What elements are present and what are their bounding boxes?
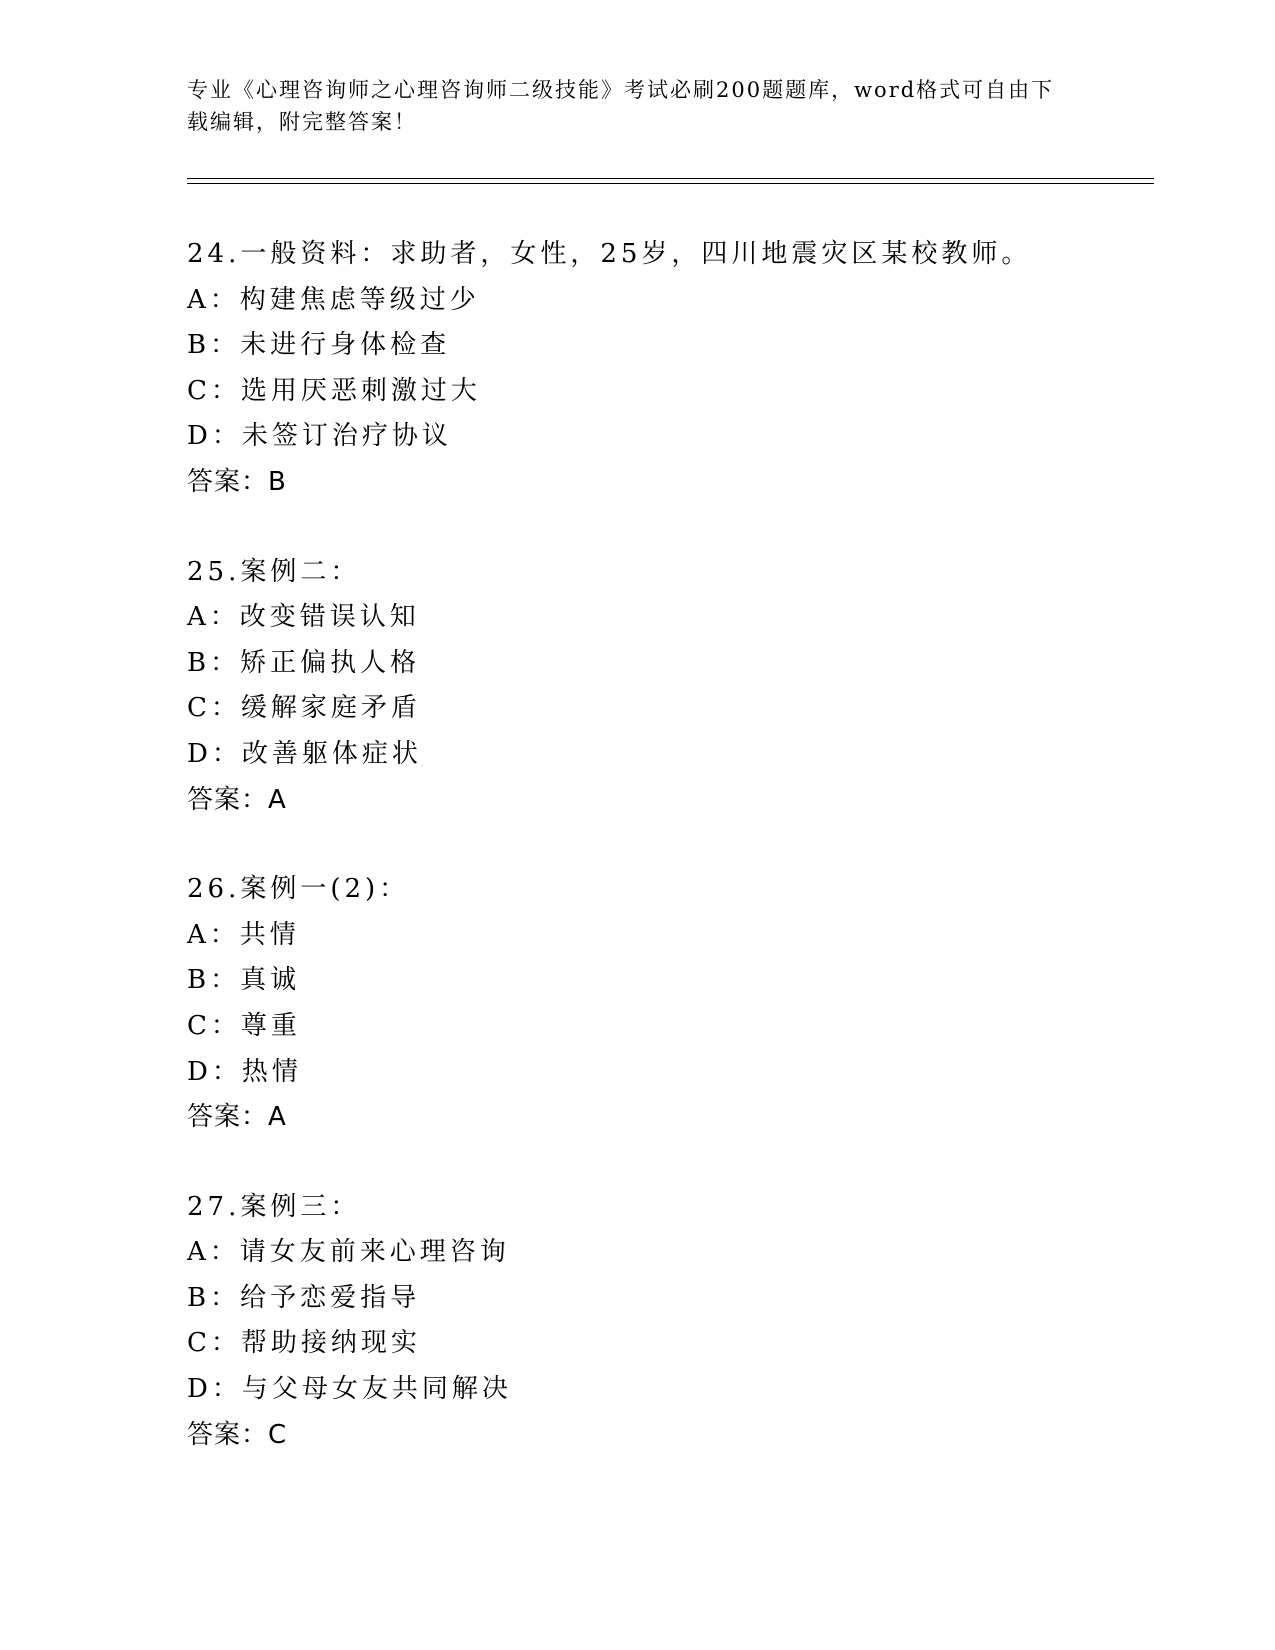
question-stem: 25.案例二： bbox=[187, 556, 361, 587]
option-b: B：真诚 bbox=[187, 965, 301, 996]
option-d: D：改善躯体症状 bbox=[187, 738, 422, 769]
option-d: D：与父母女友共同解决 bbox=[187, 1374, 512, 1405]
question-stem: 24.一般资料：求助者，女性，25岁，四川地震灾区某校教师。 bbox=[187, 239, 1032, 269]
option-c: C：帮助接纳现实 bbox=[187, 1328, 421, 1359]
option-a: A：改变错误认知 bbox=[187, 602, 420, 633]
question-25 bbox=[187, 550, 1147, 824]
option-b: B：给予恋爱指导 bbox=[187, 1282, 421, 1313]
header-divider-top bbox=[187, 178, 1154, 179]
question-stem: 27.案例三： bbox=[187, 1191, 361, 1222]
option-d: D：未签订治疗协议 bbox=[187, 421, 452, 452]
option-b: B：未进行身体检查 bbox=[187, 330, 451, 361]
option-a: A：构建焦虑等级过少 bbox=[187, 284, 480, 315]
option-c: C：缓解家庭矛盾 bbox=[187, 693, 421, 724]
question-26 bbox=[187, 867, 1147, 1141]
option-a: A：共情 bbox=[187, 919, 300, 950]
answer-label: 答案：A bbox=[187, 1102, 287, 1133]
question-stem: 26.案例一(2)： bbox=[187, 874, 410, 905]
question-24 bbox=[187, 232, 1147, 506]
document-header: 专业《心理咨询师之心理咨询师二级技能》考试必刷200题题库，word格式可自由下载编辑，附完整答案！ bbox=[187, 78, 1055, 134]
question-27 bbox=[187, 1185, 1147, 1459]
option-d: D：热情 bbox=[187, 1056, 302, 1087]
option-b: B：矫正偏执人格 bbox=[187, 647, 421, 678]
option-c: C：尊重 bbox=[187, 1010, 301, 1041]
answer-label: 答案：A bbox=[187, 784, 287, 815]
option-a: A：请女友前来心理咨询 bbox=[187, 1237, 510, 1268]
answer-label: 答案：C bbox=[187, 1419, 288, 1450]
header-divider-bottom bbox=[187, 183, 1154, 184]
answer-label: 答案：B bbox=[187, 466, 287, 497]
option-c: C：选用厌恶刺激过大 bbox=[187, 375, 481, 406]
question-list bbox=[187, 232, 1147, 1502]
